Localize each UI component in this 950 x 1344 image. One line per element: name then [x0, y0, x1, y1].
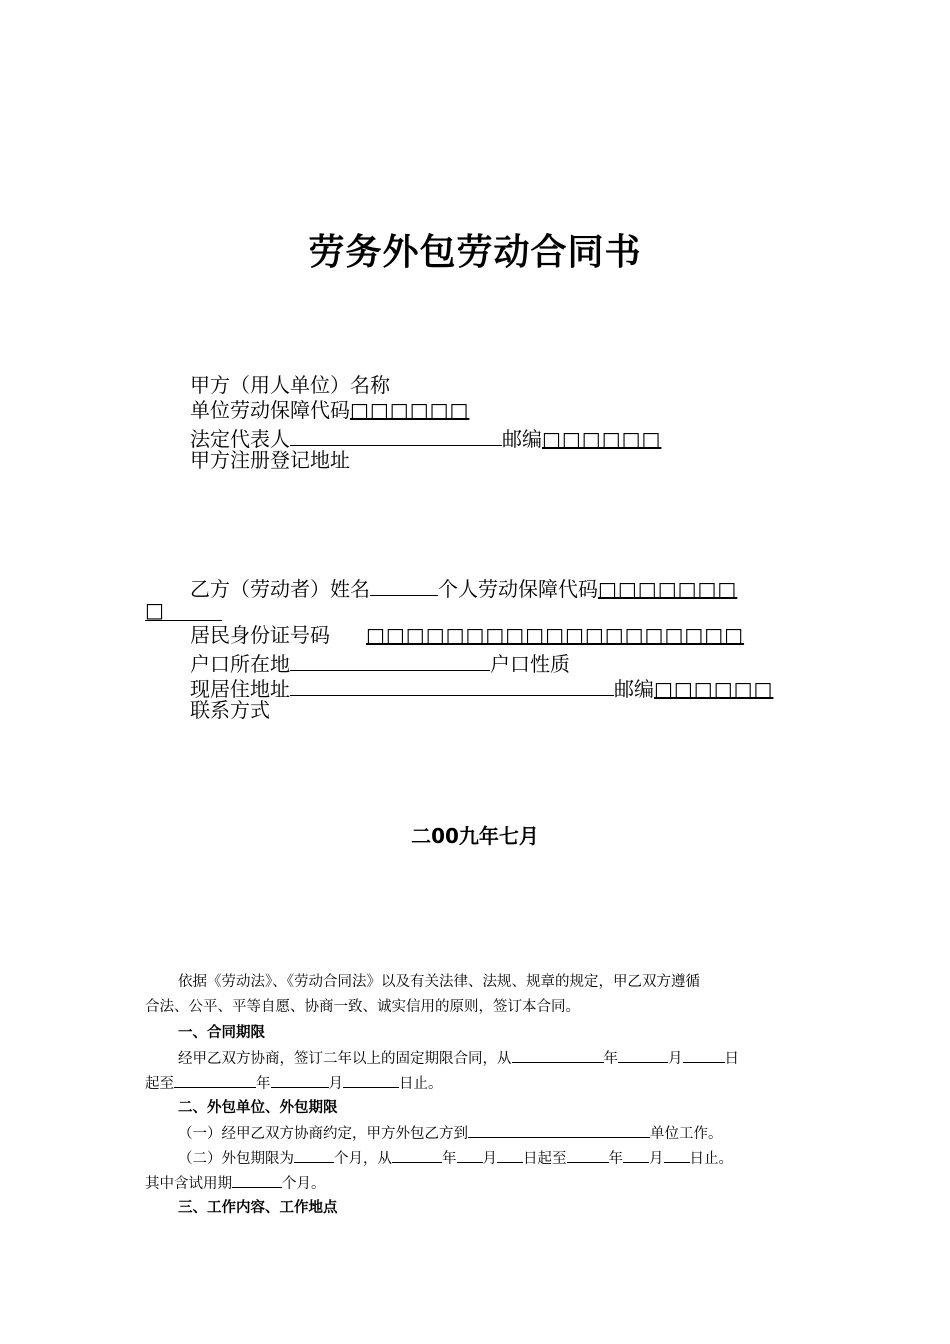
party-b-id-boxes[interactable]: □□□□□□□□□□□□□□□□□□□ — [366, 623, 745, 647]
outsource-end-month-field[interactable] — [623, 1146, 649, 1163]
party-b-code-wrap-line — [145, 598, 222, 623]
party-b-id-label: 居民身份证号码 — [190, 623, 330, 647]
party-a-code-line — [190, 398, 469, 423]
section-3-heading: 三、工作内容、工作地点 — [178, 1200, 338, 1216]
party-b-address-line — [190, 673, 773, 702]
term-end-year-field[interactable] — [174, 1071, 256, 1088]
section-2-line-2 — [145, 1146, 807, 1172]
section-2-text-b: 单位工作。 — [650, 1126, 723, 1142]
party-a-code-boxes[interactable]: □□□□□□ — [350, 398, 470, 422]
section-1-text-b: 起至 — [145, 1076, 174, 1092]
outsource-start-year-field[interactable] — [392, 1146, 442, 1163]
party-a-postcode-label: 邮编 — [502, 427, 542, 451]
party-b-postcode-boxes[interactable]: □□□□□□ — [654, 677, 774, 701]
probation-months-field[interactable] — [232, 1171, 282, 1188]
party-a-name-label: 甲方（用人单位）名称 — [190, 373, 390, 397]
section-2-text-g: 个月。 — [282, 1176, 326, 1192]
section-2-text-e: 日起至 — [523, 1151, 567, 1167]
party-b-address-label: 现居住地址 — [190, 677, 290, 701]
party-a-address-label: 甲方注册登记地址 — [190, 448, 350, 472]
year-label: 年 — [603, 1051, 618, 1067]
section-2-line-3 — [145, 1171, 807, 1197]
outsource-end-year-field[interactable] — [567, 1146, 609, 1163]
party-b-code-box-wrap-text: □ — [145, 598, 164, 622]
intro-line-2: 合法、公平、平等自愿、协商一致、诚实信用的原则，签订本合同。 — [145, 999, 580, 1015]
section-1-line-1 — [145, 1046, 807, 1072]
party-b-postcode-label: 邮编 — [614, 677, 654, 701]
month-label: 月 — [328, 1076, 343, 1092]
section-2-text-f: 其中含试用期 — [145, 1176, 232, 1192]
outsource-end-day-field[interactable] — [664, 1146, 690, 1163]
document-date: 二00九年七月 — [411, 824, 539, 848]
outsource-months-field[interactable] — [294, 1146, 334, 1163]
term-start-year-field[interactable] — [512, 1046, 604, 1063]
term-start-day-field[interactable] — [683, 1046, 725, 1063]
month-label: 月 — [482, 1151, 497, 1167]
section-1-text-a: 经甲乙双方协商，签订二年以上的固定期限合同，从 — [178, 1051, 512, 1067]
party-b-code-label: 个人劳动保障代码 — [438, 577, 598, 601]
month-label: 月 — [668, 1051, 683, 1067]
term-end-month-field[interactable] — [271, 1071, 329, 1088]
party-a-address-line — [190, 448, 350, 473]
party-a-name-line — [190, 373, 390, 398]
term-start-month-field[interactable] — [618, 1046, 668, 1063]
party-b-id-line — [190, 623, 744, 648]
intro-line-1: 依据《劳动法》、《劳动合同法》以及有关法律、法规、规章的规定，甲乙双方遵循 — [178, 974, 700, 990]
section-2-line-1 — [145, 1121, 807, 1147]
outsource-start-month-field[interactable] — [457, 1146, 483, 1163]
party-b-address-field[interactable] — [290, 673, 614, 696]
party-b-contact-label: 联系方式 — [190, 698, 270, 722]
section-1-end-text: 日止。 — [399, 1076, 443, 1092]
party-b-hukou-label: 户口所在地 — [190, 652, 290, 676]
day-label: 日 — [724, 1051, 739, 1067]
section-1-line-2 — [145, 1071, 807, 1097]
outsource-unit-field[interactable] — [468, 1121, 650, 1138]
month-label: 月 — [649, 1151, 664, 1167]
party-b-code-boxes-wrap[interactable] — [145, 598, 222, 621]
party-b-code-boxes[interactable]: □□□□□□□ — [598, 577, 738, 601]
section-2-text-d: 个月，从 — [334, 1151, 392, 1167]
party-a-postcode-boxes[interactable]: □□□□□□ — [542, 427, 662, 451]
term-end-day-field[interactable] — [343, 1071, 399, 1088]
year-label: 年 — [608, 1151, 623, 1167]
section-2-text-c: （二）外包期限为 — [178, 1151, 294, 1167]
party-a-rep-field[interactable] — [290, 423, 502, 446]
section-2-text-a: （一）经甲乙双方协商约定，甲方外包乙方到 — [178, 1126, 468, 1142]
party-a-code-label: 单位劳动保障代码 — [190, 398, 350, 422]
party-b-name-field[interactable] — [370, 573, 438, 596]
document-title: 劳务外包劳动合同书 — [308, 232, 642, 273]
party-a-rep-label: 法定代表人 — [190, 427, 290, 451]
section-1-heading: 一、合同期限 — [178, 1025, 265, 1041]
party-b-name-label: 乙方（劳动者）姓名 — [190, 577, 370, 601]
section-2-end-text: 日止。 — [689, 1151, 733, 1167]
party-b-name-line — [190, 573, 737, 602]
year-label: 年 — [442, 1151, 457, 1167]
party-b-contact-line — [190, 698, 270, 723]
party-b-hukou-type-label: 户口性质 — [490, 652, 570, 676]
section-2-heading: 二、外包单位、外包期限 — [178, 1100, 338, 1116]
year-label: 年 — [256, 1076, 271, 1092]
party-b-hukou-field[interactable] — [290, 648, 490, 671]
outsource-start-day-field[interactable] — [497, 1146, 523, 1163]
